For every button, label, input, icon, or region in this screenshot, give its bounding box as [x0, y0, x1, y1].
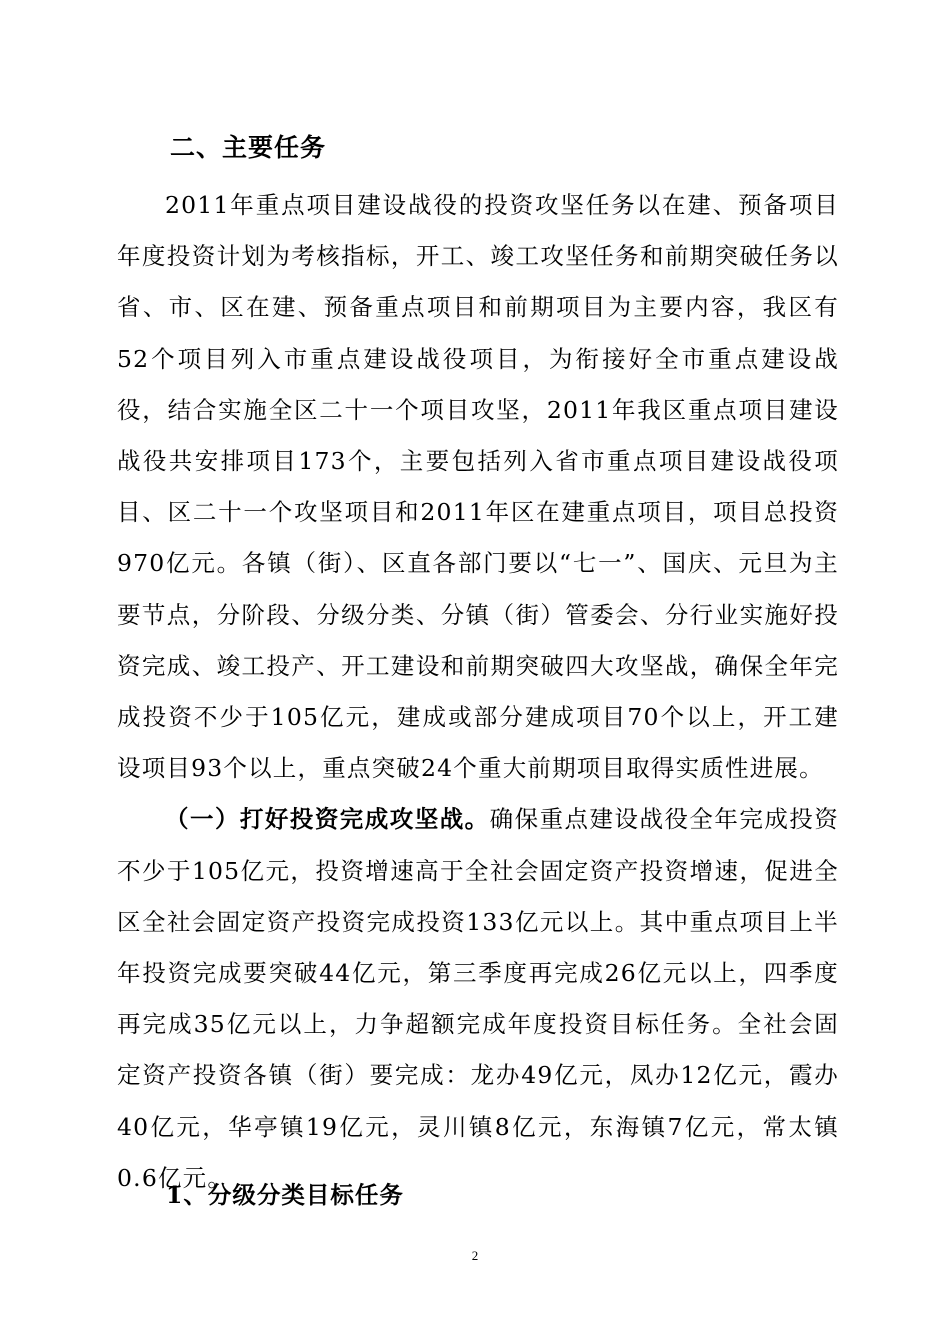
subsection-body: 确保重点建设战役全年完成投资不少于105亿元，投资增速高于全社会固定资产投资增速，促进全区全社会固定资产投资完成投资133亿元以上。其中重点项目上半年投资完成要突破44亿元，第三季度再完成26亿元以上，四季度再完成35亿元以上，力争超额完成年度投资目标任务。全社会固定资产投资各镇（街）要完成：龙办49亿元，凤办12亿元，霞办40亿元，华亭镇19亿元，灵川镇8亿元，东海镇7亿元，常太镇0.6亿元。	[117, 805, 839, 1192]
page-number: 2	[471, 1248, 479, 1263]
body-text	[117, 180, 839, 1204]
subsection-title: （一）打好投资完成攻坚战。	[165, 805, 490, 834]
paragraph-investment-battle	[117, 794, 839, 1204]
section-heading: 二、主要任务	[170, 133, 327, 162]
subheading-targets: 1、分级分类目标任务	[166, 1181, 404, 1209]
paragraph-main-tasks: 2011年重点项目建设战役的投资攻坚任务以在建、预备项目年度投资计划为考核指标，开工、竣工攻坚任务和前期突破任务以省、市、区在建、预备重点项目和前期项目为主要内容，我区有52个项目列入市重点建设战役项目，为衔接好全市重点建设战役，结合实施全区二十一个项目攻坚，2011年我区重点项目建设战役共安排项目173个，主要包括列入省市重点项目建设战役项目、区二十一个攻坚项目和2011年区在建重点项目，项目总投资970亿元。各镇（街）、区直各部门要以“七一”、国庆、元旦为主要节点，分阶段、分级分类、分镇（街）管委会、分行业实施好投资完成、竣工投产、开工建设和前期突破四大攻坚战，确保全年完成投资不少于105亿元，建成或部分建成项目70个以上，开工建设项目93个以上，重点突破24个重大前期项目取得实质性进展。	[117, 191, 839, 783]
